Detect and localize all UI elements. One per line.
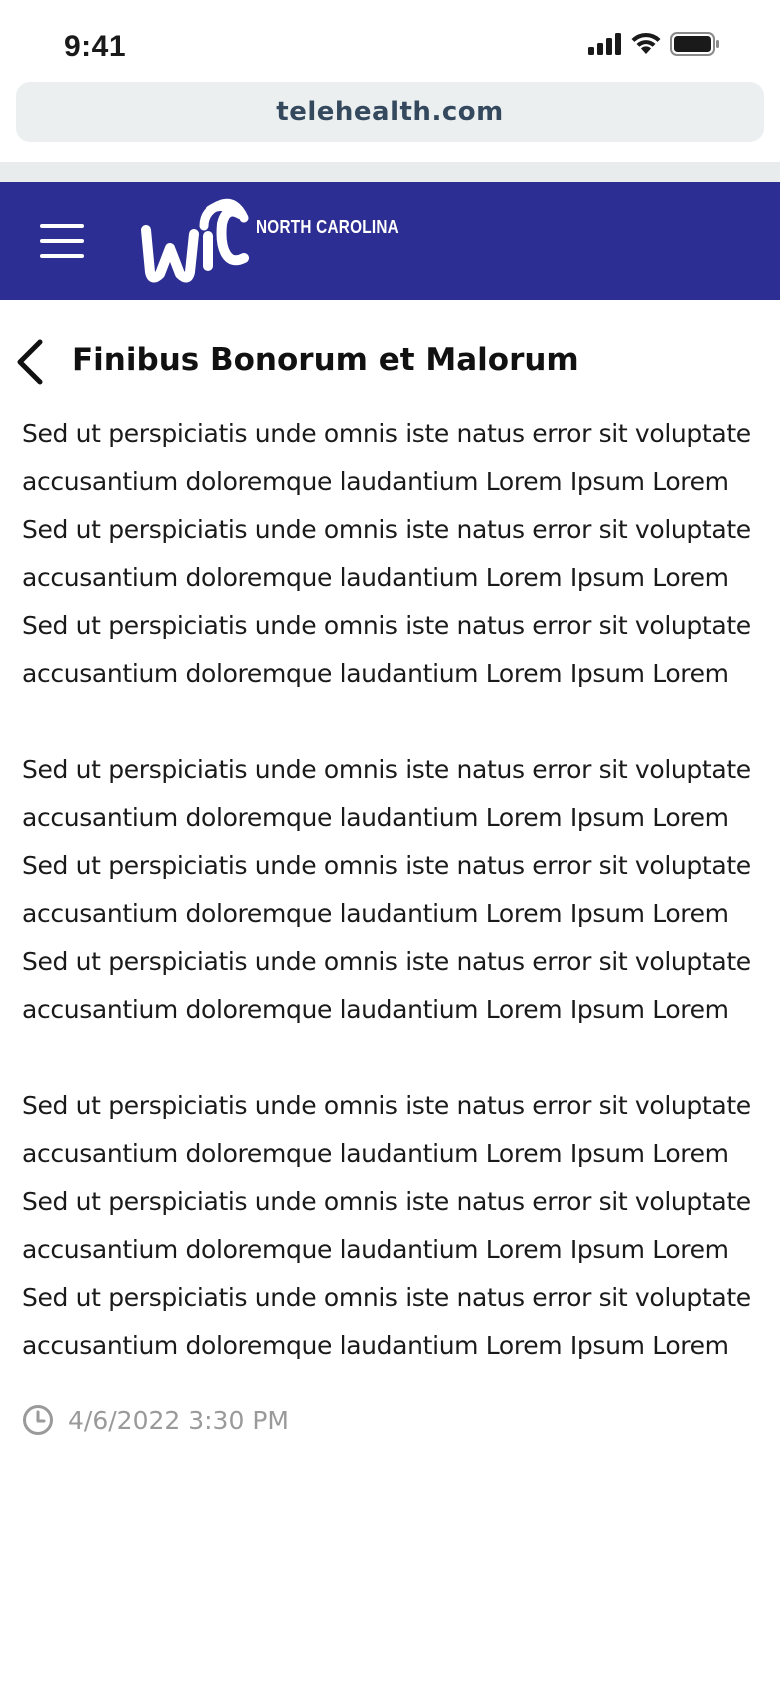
paragraph-line: Sed ut perspiciatis unde omnis iste natus error sit voluptate <box>22 1283 751 1312</box>
hamburger-menu-icon[interactable] <box>40 224 84 258</box>
paragraph-line: accusantium doloremque laudantium Lorem Ipsum Lorem <box>22 1235 729 1264</box>
wic-logo-mark <box>140 194 252 290</box>
timestamp-text: 4/6/2022 3:30 PM <box>68 1405 289 1435</box>
app-header <box>0 182 780 300</box>
status-time: 9:41 <box>64 30 127 63</box>
paragraph-line: Sed ut perspiciatis unde omnis iste natus error sit voluptate <box>22 611 751 640</box>
page-title: Finibus Bonorum et Malorum <box>72 342 579 378</box>
paragraph <box>22 746 762 1034</box>
paragraph-line: Sed ut perspiciatis unde omnis iste natus error sit voluptate <box>22 419 751 448</box>
url-text: telehealth.com <box>276 97 504 127</box>
paragraph-line: accusantium doloremque laudantium Lorem Ipsum Lorem <box>22 899 729 928</box>
battery-icon <box>670 32 720 56</box>
logo-region-text: NORTH CAROLINA <box>256 216 399 237</box>
paragraph-line: Sed ut perspiciatis unde omnis iste natus error sit voluptate <box>22 1187 751 1216</box>
paragraph <box>22 1082 762 1370</box>
paragraph-line: Sed ut perspiciatis unde omnis iste natus error sit voluptate <box>22 1091 751 1120</box>
header-divider <box>0 162 780 182</box>
paragraph-line: accusantium doloremque laudantium Lorem Ipsum Lorem <box>22 1139 729 1168</box>
signal-icon <box>588 33 622 55</box>
paragraph-line: Sed ut perspiciatis unde omnis iste natus error sit voluptate <box>22 515 751 544</box>
back-button[interactable] <box>14 338 50 386</box>
address-bar[interactable] <box>16 82 764 142</box>
timestamp <box>22 1404 289 1436</box>
paragraph-line: accusantium doloremque laudantium Lorem Ipsum Lorem <box>22 803 729 832</box>
chevron-left-icon <box>14 338 50 386</box>
paragraph-line: accusantium doloremque laudantium Lorem Ipsum Lorem <box>22 995 729 1024</box>
paragraph <box>22 410 762 698</box>
paragraph-line: accusantium doloremque laudantium Lorem Ipsum Lorem <box>22 563 729 592</box>
status-icons <box>588 32 720 56</box>
paragraph-line: accusantium doloremque laudantium Lorem Ipsum Lorem <box>22 1331 729 1360</box>
paragraph-line: Sed ut perspiciatis unde omnis iste natus error sit voluptate <box>22 947 751 976</box>
wifi-icon <box>630 32 662 56</box>
clock-icon <box>22 1404 54 1436</box>
status-bar <box>0 0 780 80</box>
paragraph-line: Sed ut perspiciatis unde omnis iste natus error sit voluptate <box>22 755 751 784</box>
paragraph-line: Sed ut perspiciatis unde omnis iste natus error sit voluptate <box>22 851 751 880</box>
paragraph-line: accusantium doloremque laudantium Lorem Ipsum Lorem <box>22 659 729 688</box>
article-body <box>22 410 762 1418</box>
paragraph-line: accusantium doloremque laudantium Lorem Ipsum Lorem <box>22 467 729 496</box>
wic-logo[interactable] <box>140 194 424 290</box>
